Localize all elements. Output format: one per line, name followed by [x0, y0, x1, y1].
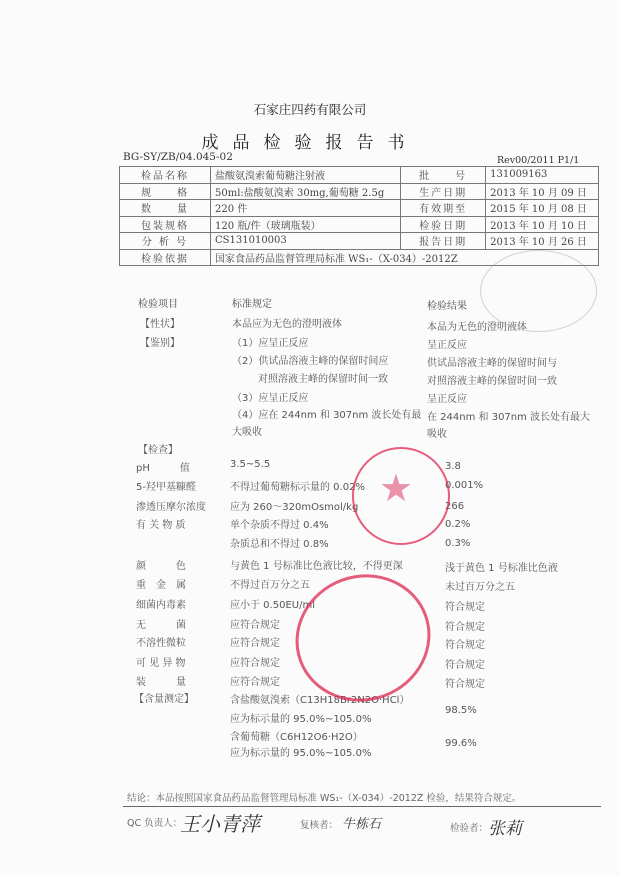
identification-2-standard-cont: 对照溶液主峰的保留时间一致	[258, 374, 388, 385]
spec-label: 规 格	[120, 183, 211, 200]
identification-3-result: 呈正反应	[427, 394, 467, 405]
inspection-result: 3.8	[445, 461, 461, 472]
inspection-item: 无 菌	[136, 620, 186, 631]
batch-value: 131009163	[486, 167, 599, 184]
inspection-item: 5-羟甲基糠醛	[136, 482, 196, 493]
test-date-value: 2013 年 10 月 10 日	[486, 216, 599, 233]
identification-4-standard: （4）应在 244nm 和 307nm 波长处有最	[232, 410, 422, 421]
assay-1-result: 98.5%	[445, 705, 477, 716]
identification-4-standard-cont: 大吸收	[232, 427, 262, 438]
report-date-label: 报告日期	[401, 233, 486, 250]
document-number: BG-SY/ZB/04.045-02	[123, 151, 233, 163]
appearance-result: 本品为无色的澄明液体	[427, 322, 527, 333]
report-date-value: 2013 年 10 月 26 日	[486, 233, 599, 250]
inspection-result: 0.3%	[445, 538, 471, 549]
inspection-standard: 应符合规定	[230, 638, 280, 649]
inspection-result: 符合规定	[445, 679, 485, 690]
inspection-item: 重 金 属	[136, 580, 186, 591]
assay-2-result: 99.6%	[445, 738, 477, 749]
revision-label: Rev00/2011 P1/1	[497, 155, 580, 166]
inspection-result: 0.2%	[445, 519, 471, 530]
identification-2-result-cont: 对照溶液主峰的保留时间一致	[427, 376, 557, 387]
inspection-item: 可 见 异 物	[136, 658, 186, 669]
inspection-result: 266	[445, 501, 465, 512]
inspection-standard: 应小于 0.50EU/ml	[230, 600, 315, 611]
assay-2-standard-cont: 应为标示量的 95.0%~105.0%	[230, 748, 372, 759]
reviewer-label: 复核者：	[300, 820, 339, 831]
basis-label: 检验依据	[120, 249, 211, 266]
document-title: 成品检验报告书	[201, 133, 419, 153]
appearance-standard: 本品应为无色的澄明液体	[232, 319, 342, 330]
assay-2-standard: 含葡萄糖（C6H12O6·H2O）	[230, 732, 363, 743]
inspection-label: 【检查】	[138, 445, 178, 456]
assay-1-standard-cont: 应为标示量的 95.0%~105.0%	[230, 714, 372, 725]
inspection-standard: 应符合规定	[230, 620, 280, 631]
analysis-no-label: 分 析 号	[120, 233, 211, 250]
inspection-item: 装 量	[136, 677, 186, 688]
inspection-result: 浅于黄色 1 号标准比色液	[445, 563, 558, 574]
inspection-standard: 杂质总和不得过 0.8%	[230, 539, 329, 550]
identification-4-result-cont: 吸收	[427, 429, 447, 440]
expiry-value: 2015 年 10 月 08 日	[486, 200, 599, 217]
quantity-value: 220 件	[211, 200, 401, 217]
inspection-standard: 不得过百万分之五	[230, 580, 310, 591]
identification-2-result: 供试品溶液主峰的保留时间与	[427, 358, 557, 369]
stamp-star-icon: ★	[379, 466, 414, 510]
inspection-result: 符合规定	[445, 640, 485, 651]
batch-label: 批 号	[401, 167, 486, 184]
conclusion-divider	[123, 806, 601, 807]
gray-seal-stamp	[480, 250, 597, 332]
mfg-date-value: 2013 年 10 月 09 日	[486, 183, 599, 200]
identification-1-result: 呈正反应	[427, 340, 467, 351]
identification-3-standard: （3）应呈正反应	[232, 393, 309, 404]
inspection-item: 细菌内毒素	[136, 600, 186, 611]
qc-label: QC 负责人：	[127, 818, 183, 829]
identification-label: 【鉴别】	[140, 338, 180, 349]
inspection-result: 符合规定	[445, 602, 485, 613]
inspector-label: 检验者：	[450, 823, 489, 834]
inspection-item: 颜 色	[136, 561, 186, 572]
inspection-result: 符合规定	[445, 622, 485, 633]
test-date-label: 检验日期	[401, 216, 486, 233]
company-name: 石家庄四药有限公司	[253, 102, 367, 117]
inspection-standard: 应为 260～320mOsmol/kg	[230, 502, 359, 513]
inspection-standard: 应符合规定	[230, 677, 280, 688]
product-name-label: 检品名称	[120, 167, 211, 184]
assay-1-standard: 含盐酸氨溴索（C13H18Br2N2O·HCl）	[230, 695, 410, 706]
product-name-value: 盐酸氨溴索葡萄糖注射液	[211, 167, 401, 184]
identification-1-standard: （1）应呈正反应	[232, 338, 309, 349]
column-standard-header: 标准规定	[232, 299, 272, 310]
inspection-standard: 应符合规定	[230, 658, 280, 669]
qc-signature: 王小青萍	[180, 812, 260, 836]
assay-label: 【含量测定】	[134, 694, 194, 705]
identification-4-result: 在 244nm 和 307nm 波长处有最大	[427, 412, 591, 423]
expiry-label: 有效期至	[401, 200, 486, 217]
inspector-signature: 张莉	[488, 819, 522, 839]
inspection-result: 未过百万分之五	[445, 582, 515, 593]
column-result-header: 检验结果	[427, 301, 467, 312]
spec-value: 50ml:盐酸氨溴索 30mg,葡萄糖 2.5g	[211, 183, 401, 200]
packaging-label: 包装规格	[120, 216, 211, 233]
mfg-date-label: 生产日期	[401, 183, 486, 200]
inspection-item: pH 值	[136, 463, 190, 474]
inspection-standard: 不得过葡萄糖标示量的 0.02%	[230, 482, 365, 493]
inspection-item: 不溶性微粒	[136, 638, 186, 649]
column-item-header: 检验项目	[138, 299, 178, 310]
inspection-standard: 与黄色 1 号标准比色液比较，不得更深	[230, 561, 403, 572]
identification-2-standard: （2）供试品溶液主峰的保留时间应	[232, 356, 389, 367]
basis-value: 国家食品药品监督管理局标准 WS₁-（X-034）-2012Z	[211, 249, 599, 266]
reviewer-signature: 牛栋石	[342, 817, 382, 832]
inspection-result: 0.001%	[445, 480, 484, 491]
inspection-result: 符合规定	[445, 660, 485, 671]
quantity-label: 数 量	[120, 200, 211, 217]
analysis-no-value: CS131010003	[211, 233, 401, 250]
inspection-standard: 3.5~5.5	[230, 459, 271, 470]
packaging-value: 120 瓶/件（玻璃瓶装）	[211, 216, 401, 233]
inspection-item: 渗透压摩尔浓度	[136, 502, 206, 513]
conclusion-text: 结论：本品按照国家食品药品监督管理局标准 WS₁-（X-034）-2012Z 检验，结果符合规定。	[127, 793, 522, 804]
inspection-standard: 单个杂质不得过 0.4%	[230, 520, 329, 531]
appearance-label: 【性状】	[140, 319, 180, 330]
inspection-item: 有 关 物 质	[136, 520, 186, 531]
